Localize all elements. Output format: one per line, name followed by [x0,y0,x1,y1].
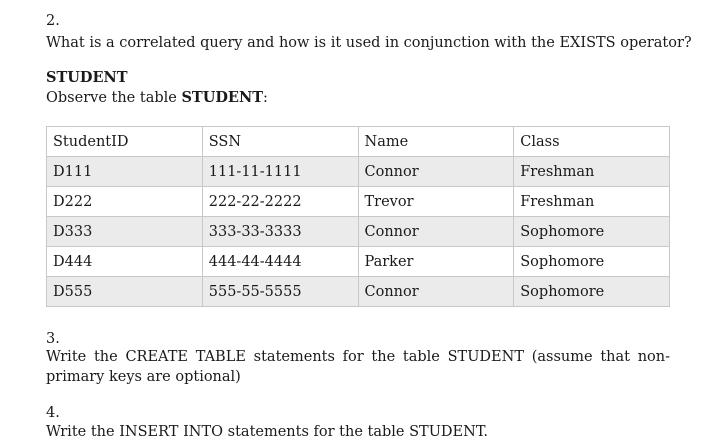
table-cell: Sophomore [514,247,670,277]
observe-prefix: Observe the table [46,90,182,106]
table-cell: D333 [47,217,203,247]
table-row [47,187,670,217]
table-cell: Trevor [358,187,514,217]
table-cell: 444-44-4444 [202,247,358,277]
table-cell: 333-33-3333 [202,217,358,247]
student-table [46,126,670,307]
question-3-number: 3. [46,331,60,347]
student-heading: STUDENT [46,69,128,86]
question-4-number: 4. [46,405,60,421]
table-cell: Sophomore [514,277,670,307]
table-row [47,277,670,307]
observe-suffix: : [263,90,268,106]
table-cell: 555-55-5555 [202,277,358,307]
table-cell: Freshman [514,187,670,217]
header-cell: Class [514,127,670,157]
table-cell: Connor [358,217,514,247]
header-cell: SSN [202,127,358,157]
header-cell: Name [358,127,514,157]
table-cell: Connor [358,157,514,187]
observe-instruction [46,89,268,107]
table-row [47,157,670,187]
table-cell: D444 [47,247,203,277]
table-cell: Parker [358,247,514,277]
table-cell: Freshman [514,157,670,187]
table-row [47,247,670,277]
table-header-row [47,127,670,157]
table-cell: D555 [47,277,203,307]
observe-table-name: STUDENT [181,89,264,106]
table-cell: Connor [358,277,514,307]
table-cell: D222 [47,187,203,217]
table-cell: 222-22-2222 [202,187,358,217]
table-row [47,217,670,247]
question-2-text: What is a correlated query and how is it used in conjunction with the EXISTS operator? [46,35,692,51]
table-cell: Sophomore [514,217,670,247]
question-4-text: Write the INSERT INTO statements for the table STUDENT. [46,424,488,440]
question-2-number: 2. [46,13,60,29]
question-3-text: Write the CREATE TABLE statements for the table STUDENT (assume that non-primary keys are optional) [46,349,670,385]
header-cell: StudentID [47,127,203,157]
table-cell: 111-11-1111 [202,157,358,187]
table-cell: D111 [47,157,203,187]
